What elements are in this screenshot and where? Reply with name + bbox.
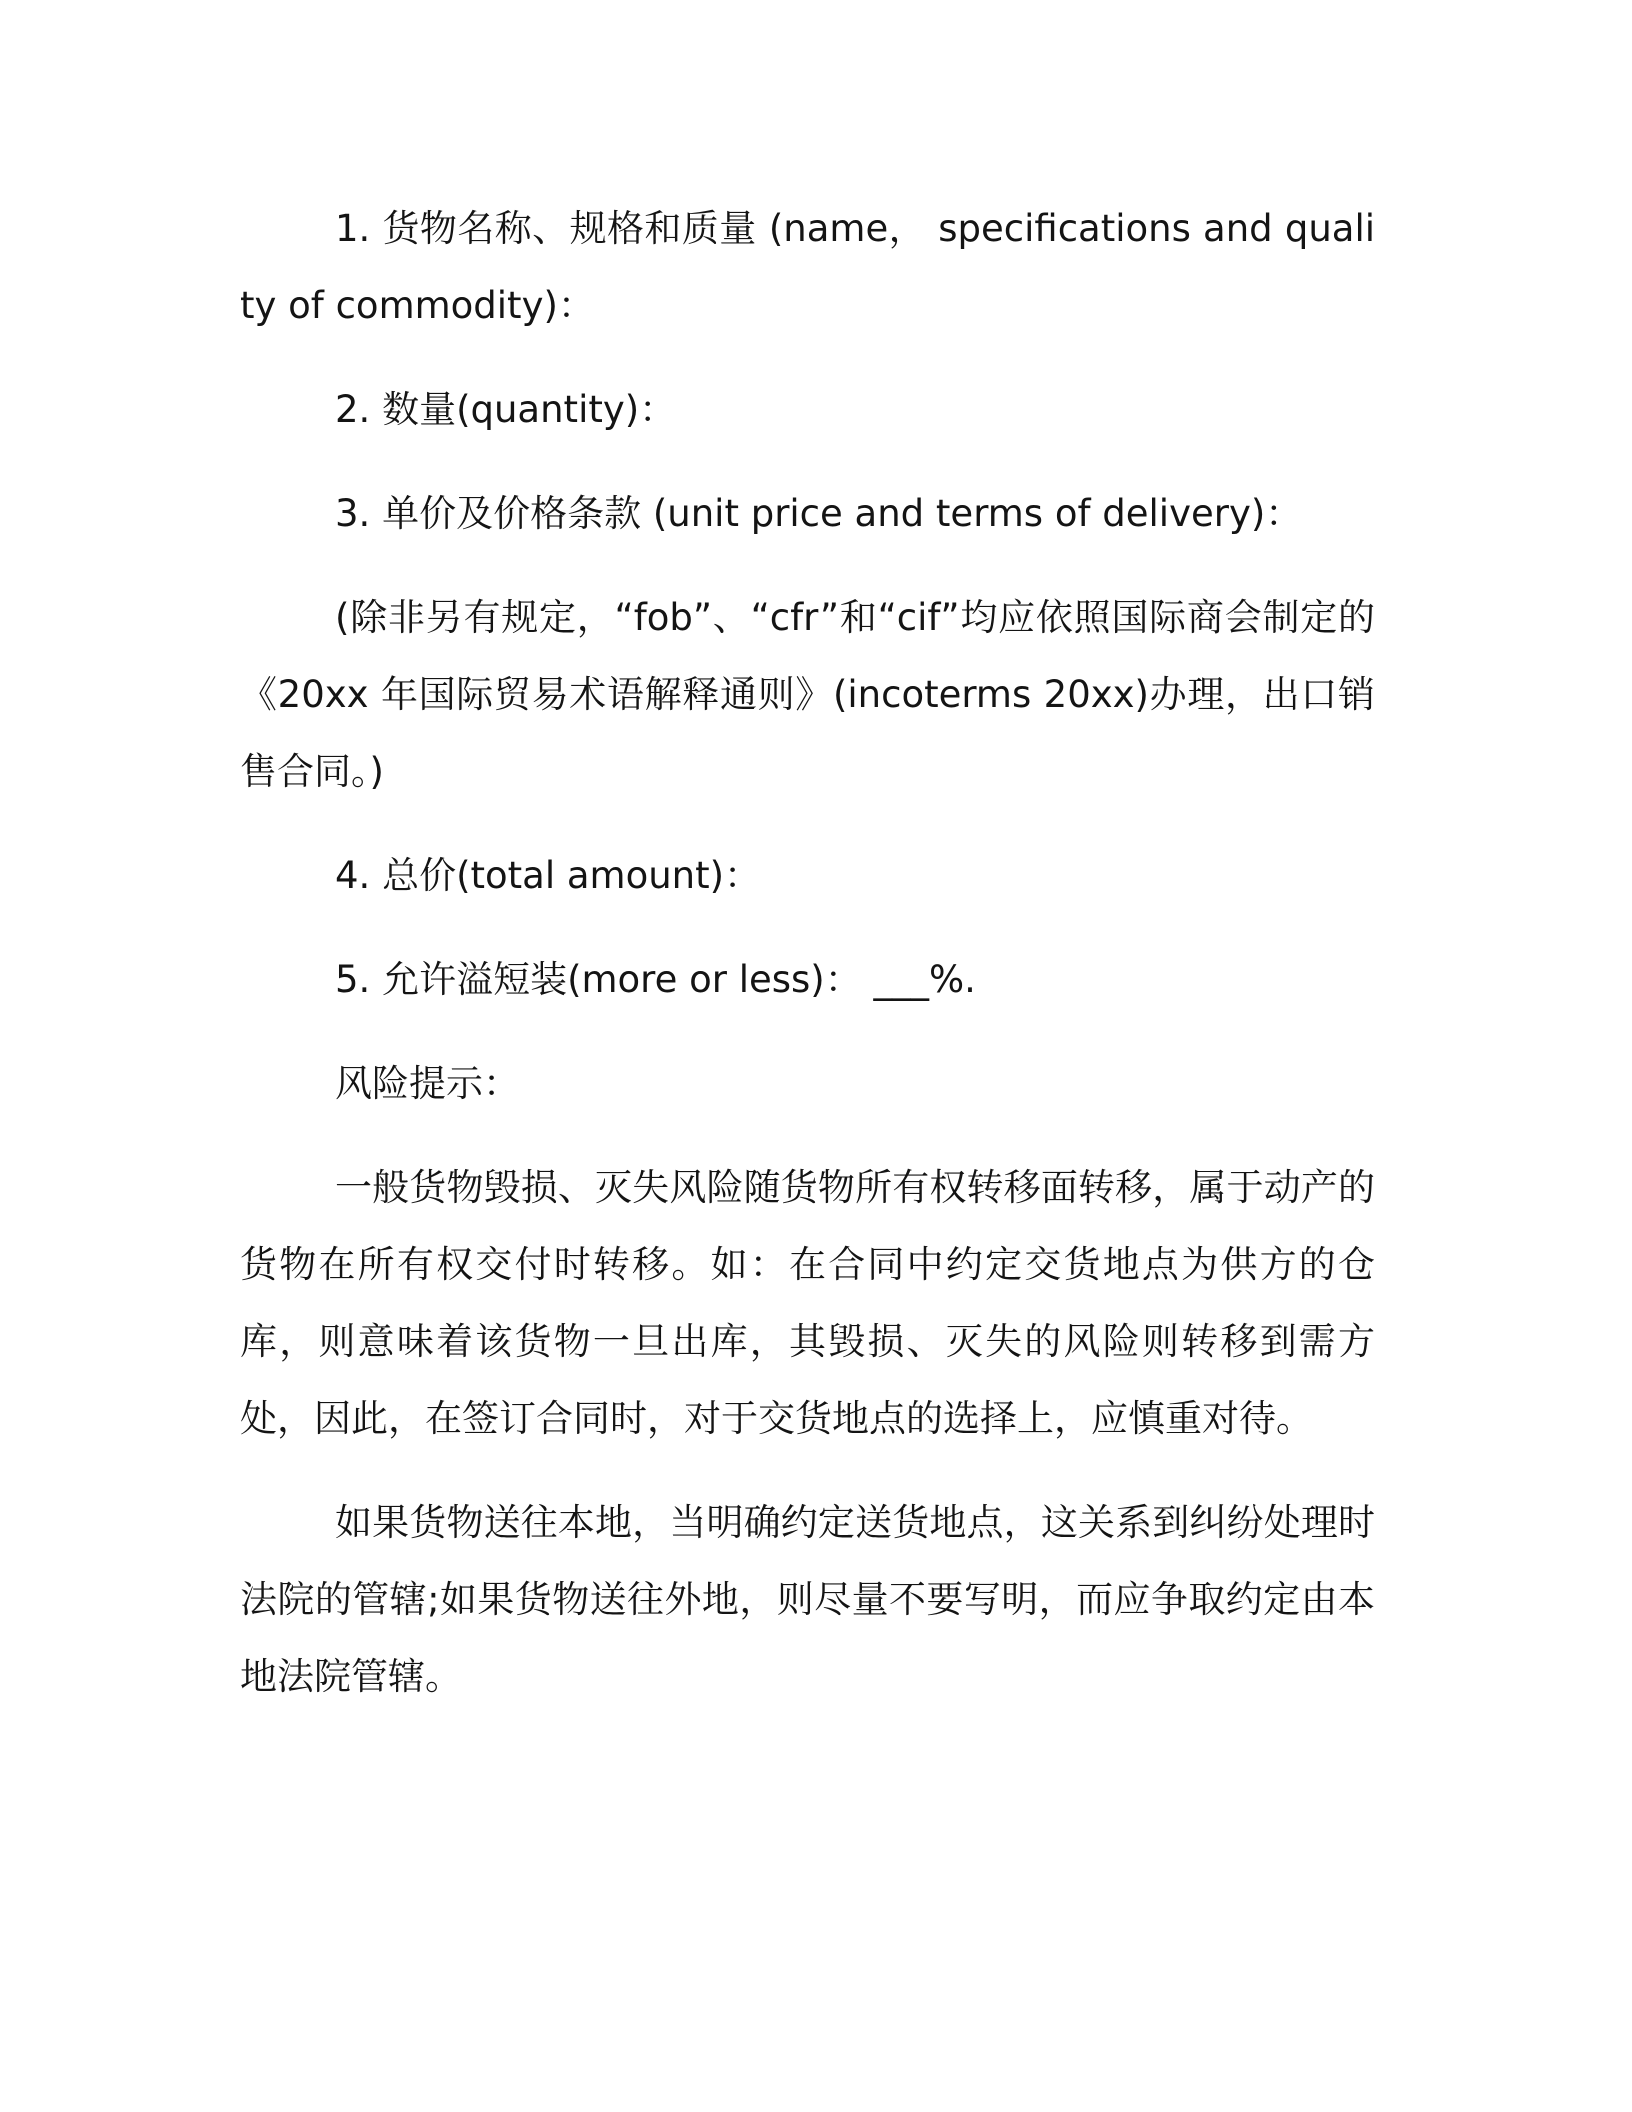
- risk-paragraph: 如果货物送往本地，当明确约定送货地点，这关系到纠纷处理时法院的管辖;如果货物送往外地，则尽量不要写明，而应争取约定由本地法院管辖。: [240, 1501, 1375, 1698]
- clause-more-or-less: 5. 允许溢短装(more or less)： ___%.: [335, 958, 976, 1001]
- risk-paragraph: 一般货物毁损、灭失风险随货物所有权转移面转移，属于动产的货物在所有权交付时转移。如：在合同中约定交货地点为供方的仓库，则意味着该货物一旦出库，其毁损、灭失的风险则转移到需方处，因此，在签订合同时，对于交货地点的选择上，应慎重对待。: [240, 1166, 1375, 1440]
- clause-goods-name-spec-quality: 1. 货物名称、规格和质量 (name， specifications and quality of commodity)：: [240, 207, 1375, 327]
- clause-unit-price: 3. 单价及价格条款 (unit price and terms of delivery)：: [335, 492, 1303, 535]
- document-page: [240, 190, 1375, 1742]
- clause-price-terms-note: (除非另有规定，“fob”、“cfr”和“cif”均应依照国际商会制定的《20xx 年国际贸易术语解释通则》(incoterms 20xx)办理，出口销售合同。): [240, 596, 1375, 793]
- clause-quantity: 2. 数量(quantity)：: [335, 388, 677, 431]
- risk-heading: 风险提示：: [335, 1062, 520, 1105]
- clause-total-amount: 4. 总价(total amount)：: [335, 854, 762, 897]
